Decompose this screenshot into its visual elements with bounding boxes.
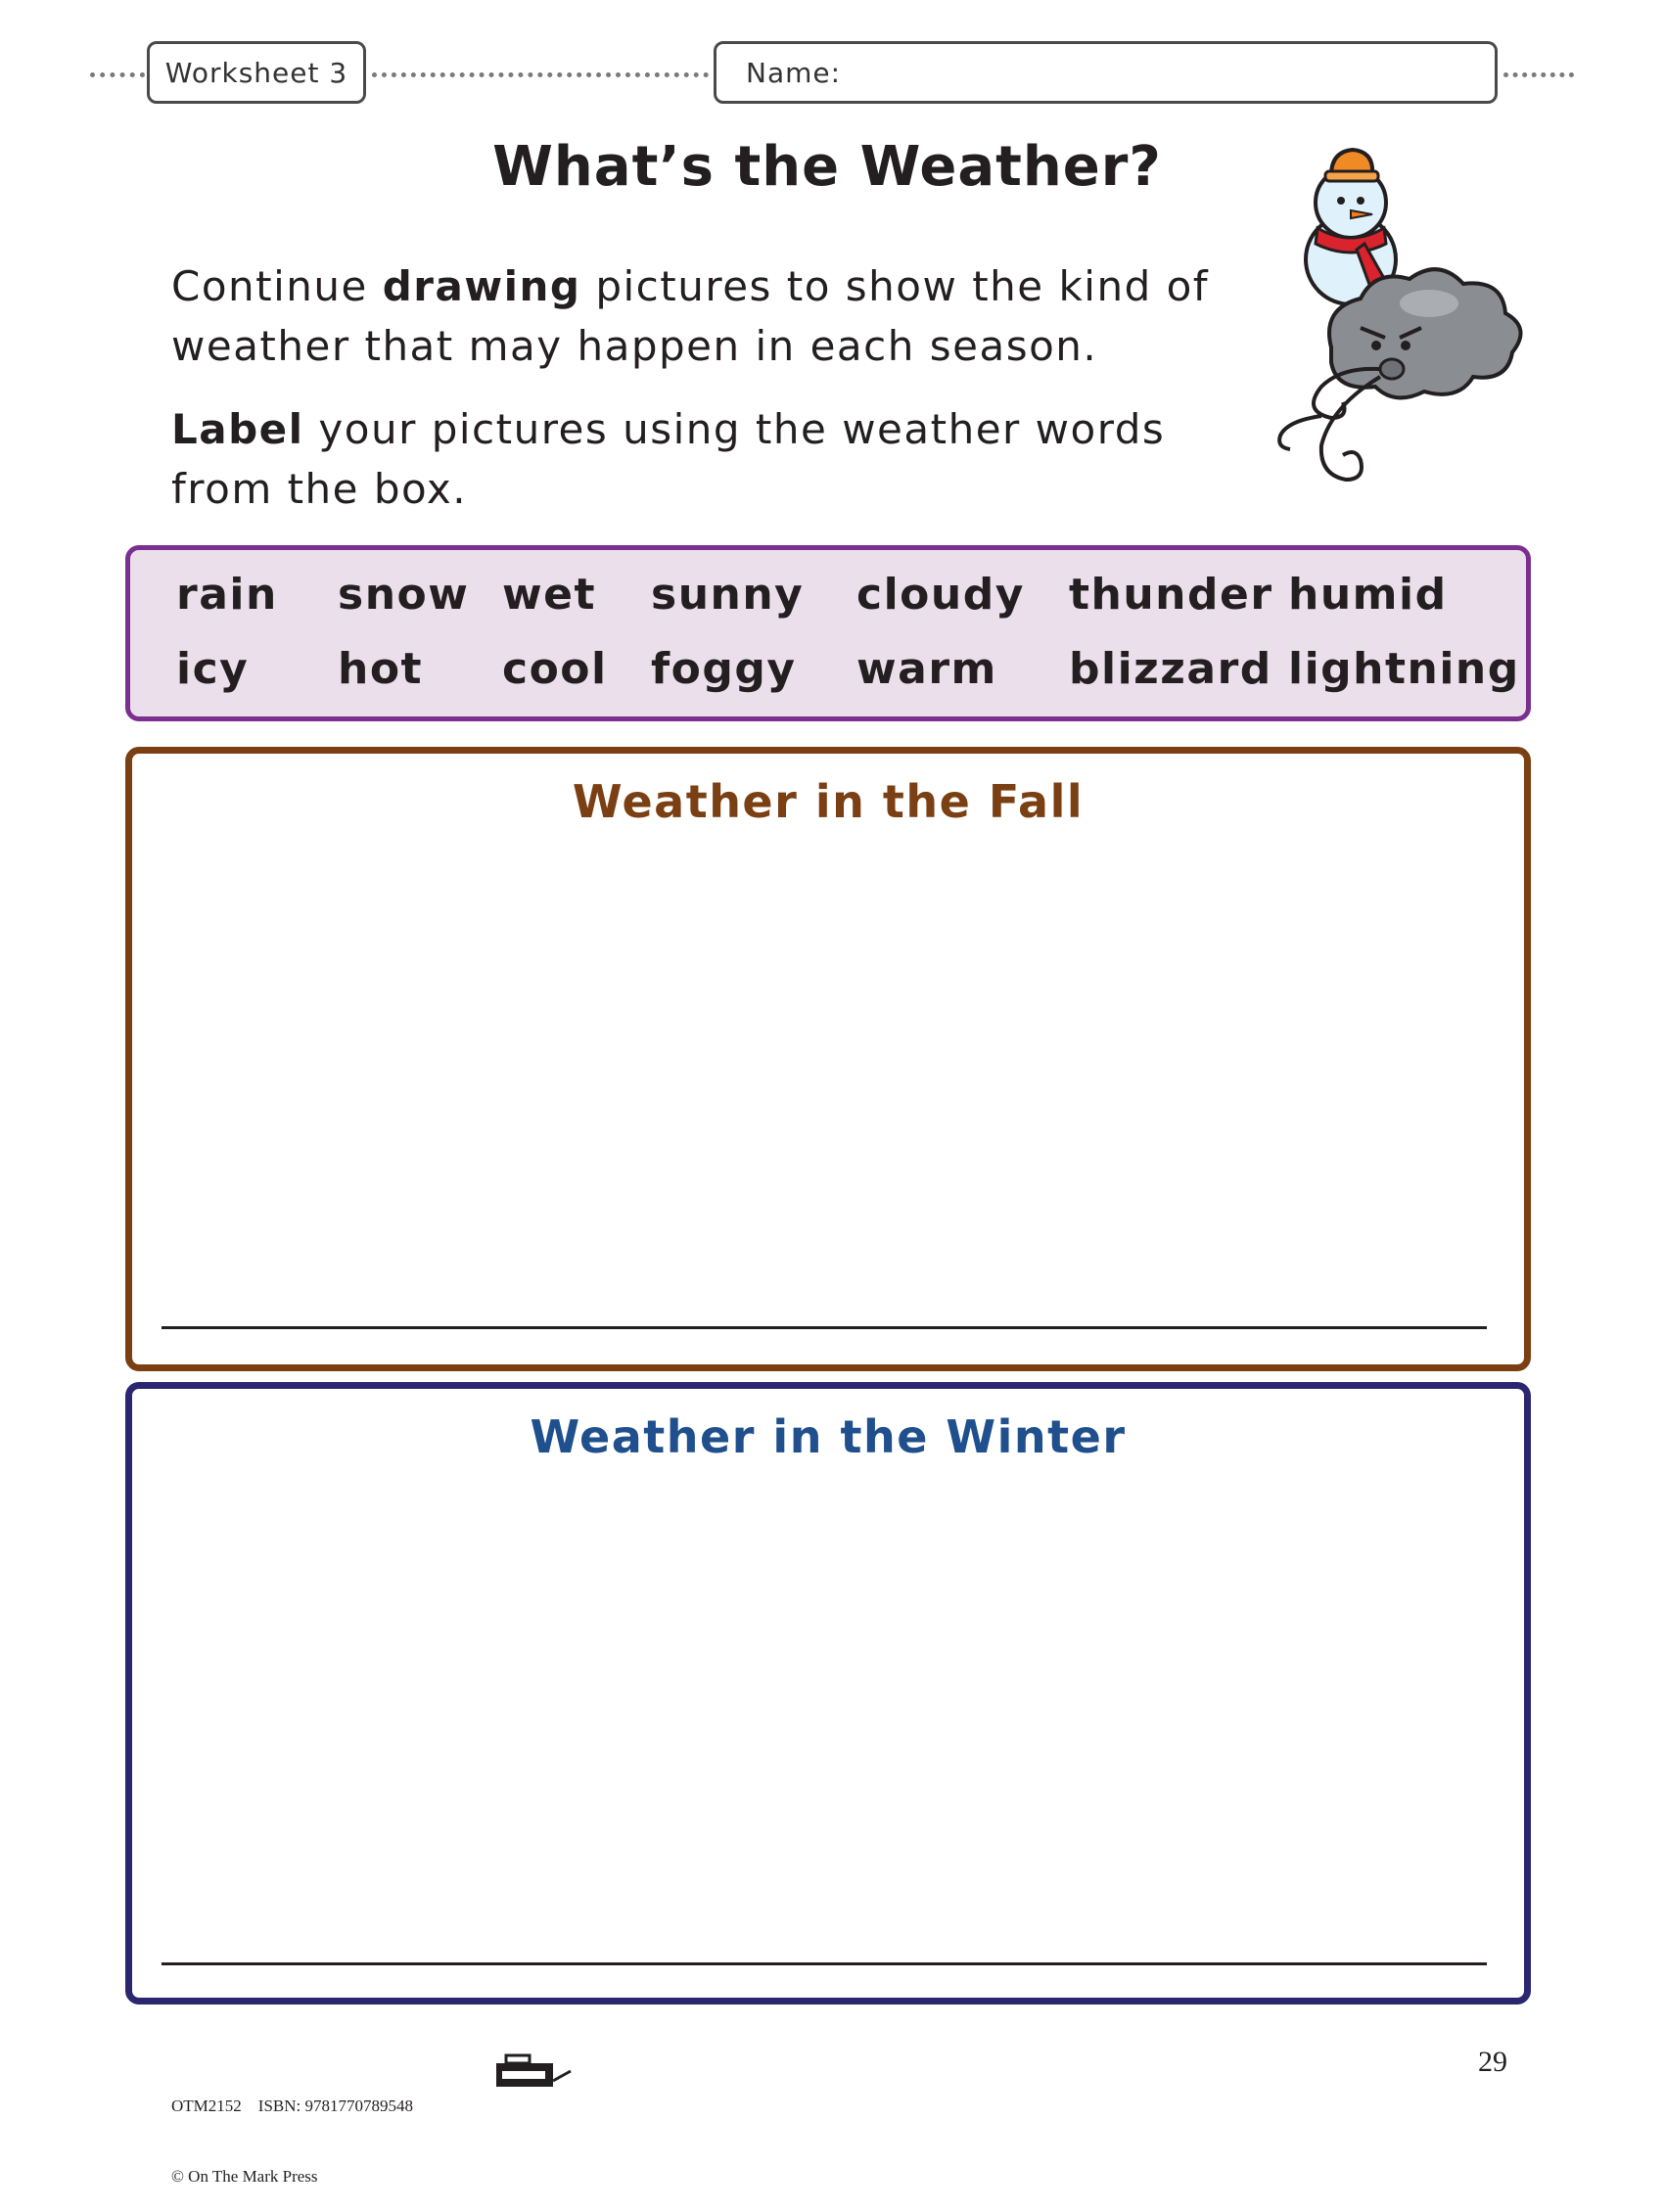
header-dots-middle <box>372 72 709 77</box>
word-lightning: lightning <box>1288 644 1520 694</box>
fall-drawing-box[interactable] <box>125 747 1531 1371</box>
page-title: What’s the Weather? <box>492 135 1162 199</box>
word-cloudy: cloudy <box>856 570 1025 620</box>
printer-icon <box>494 2053 573 2093</box>
instruction-drawing-bold: drawing <box>382 262 581 310</box>
word-blizzard: blizzard <box>1069 644 1272 694</box>
winter-label-line <box>162 1962 1487 1965</box>
name-field[interactable] <box>714 41 1498 104</box>
header-dots-right <box>1503 72 1574 77</box>
weather-word-box <box>125 545 1531 721</box>
fall-section-title: Weather in the Fall <box>572 775 1085 828</box>
instruction-drawing-pre: Continue <box>171 262 383 310</box>
word-wet: wet <box>502 570 597 620</box>
footer-copyright: © On The Mark Press <box>171 2167 318 2186</box>
name-label: Name: <box>746 56 842 89</box>
fall-label-line <box>162 1326 1487 1329</box>
word-cool: cool <box>502 644 608 694</box>
word-sunny: sunny <box>651 570 805 620</box>
footer-code-line: OTM2152 ISBN: 9781770789548 <box>171 2097 413 2115</box>
word-humid: humid <box>1288 570 1448 620</box>
snowman-and-wind-cloud-icon <box>1263 142 1537 504</box>
worksheet-label: Worksheet 3 <box>164 56 348 89</box>
footer-publisher-info <box>171 2048 413 2212</box>
word-snow: snow <box>338 570 470 620</box>
word-warm: warm <box>856 644 997 694</box>
winter-section-title: Weather in the Winter <box>530 1410 1127 1463</box>
word-hot: hot <box>338 644 424 694</box>
worksheet-label-box <box>147 41 366 104</box>
instruction-label <box>171 399 1219 519</box>
instruction-label-bold: Label <box>171 405 304 453</box>
word-thunder: thunder <box>1069 570 1273 620</box>
word-foggy: foggy <box>651 644 797 694</box>
word-rain: rain <box>176 570 278 620</box>
word-icy: icy <box>176 644 250 694</box>
winter-drawing-box[interactable] <box>125 1382 1531 2005</box>
instruction-drawing <box>171 256 1228 376</box>
instruction-drawing-post: pictures to show the kind of weather that may happen in each season. <box>171 262 1210 370</box>
page-number: 29 <box>1478 2046 1507 2078</box>
instruction-label-post: your pictures using the weather words from the box. <box>171 405 1166 513</box>
header-dots-left <box>90 72 145 77</box>
